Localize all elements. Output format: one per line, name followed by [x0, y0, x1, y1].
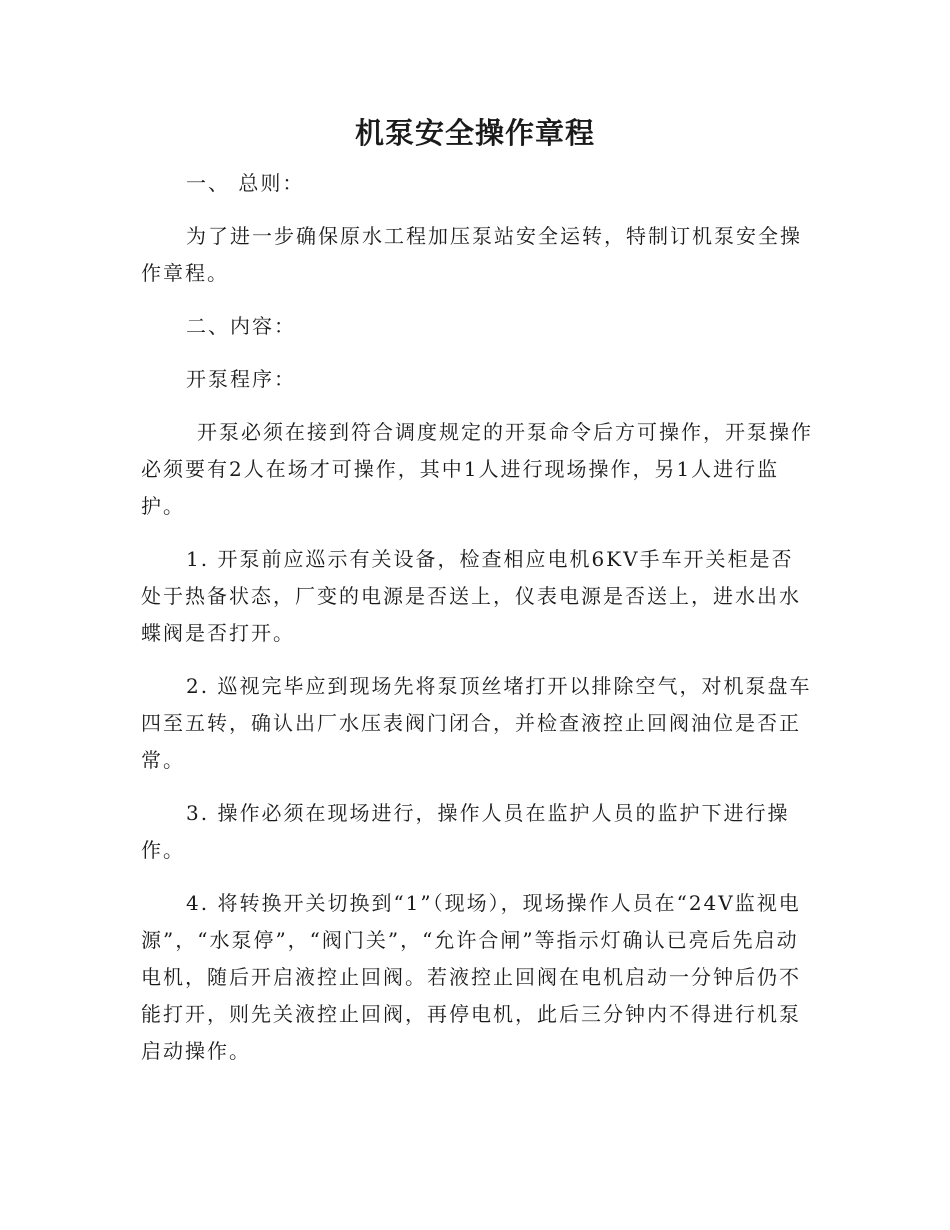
- list-item-step-2: 2. 巡视完毕应到现场先将泵顶丝堵打开以排除空气，对机泵盘车四至五转，确认出厂水压表阀门闭合，并检查液控止回阀油位是否正常。: [141, 674, 812, 772]
- list-item-step-4: 4. 将转换开关切换到“1”（现场），现场操作人员在“24V监视电源”，“水泵停”，“阀门关”，“允许合闸”等指示灯确认已亮后先启动电机，随后开启液控止回阀。若液控止回阀在电机启动一分钟后仍不能打开，则先关液控止回阀，再停电机，此后三分钟内不得进行机泵启动操作。: [141, 891, 801, 1063]
- list-item-step-3: 3. 操作必须在现场进行，操作人员在监护人员的监护下进行操作。: [141, 801, 790, 862]
- paragraph-purpose: 为了进一步确保原水工程加压泵站安全运转，特制订机泵安全操作章程。: [141, 224, 802, 285]
- paragraph-start-requirements: 开泵必须在接到符合调度规定的开泵命令后方可操作，开泵操作必须要有2人在场才可操作，其中1人进行现场操作，另1人进行监护。: [141, 420, 813, 518]
- list-item-step-1: 1. 开泵前应巡示有关设备，检查相应电机6KV手车开关柜是否处于热备状态，厂变的电源是否送上，仪表电源是否送上，进水出水蝶阀是否打开。: [141, 547, 801, 645]
- section-heading-general: 一、 总则：: [186, 171, 305, 195]
- subheading-start-procedure: 开泵程序：: [186, 367, 296, 391]
- document-title: 机泵安全操作章程: [354, 116, 595, 150]
- section-heading-content: 二、内容：: [186, 314, 296, 338]
- document-body: [141, 165, 813, 1070]
